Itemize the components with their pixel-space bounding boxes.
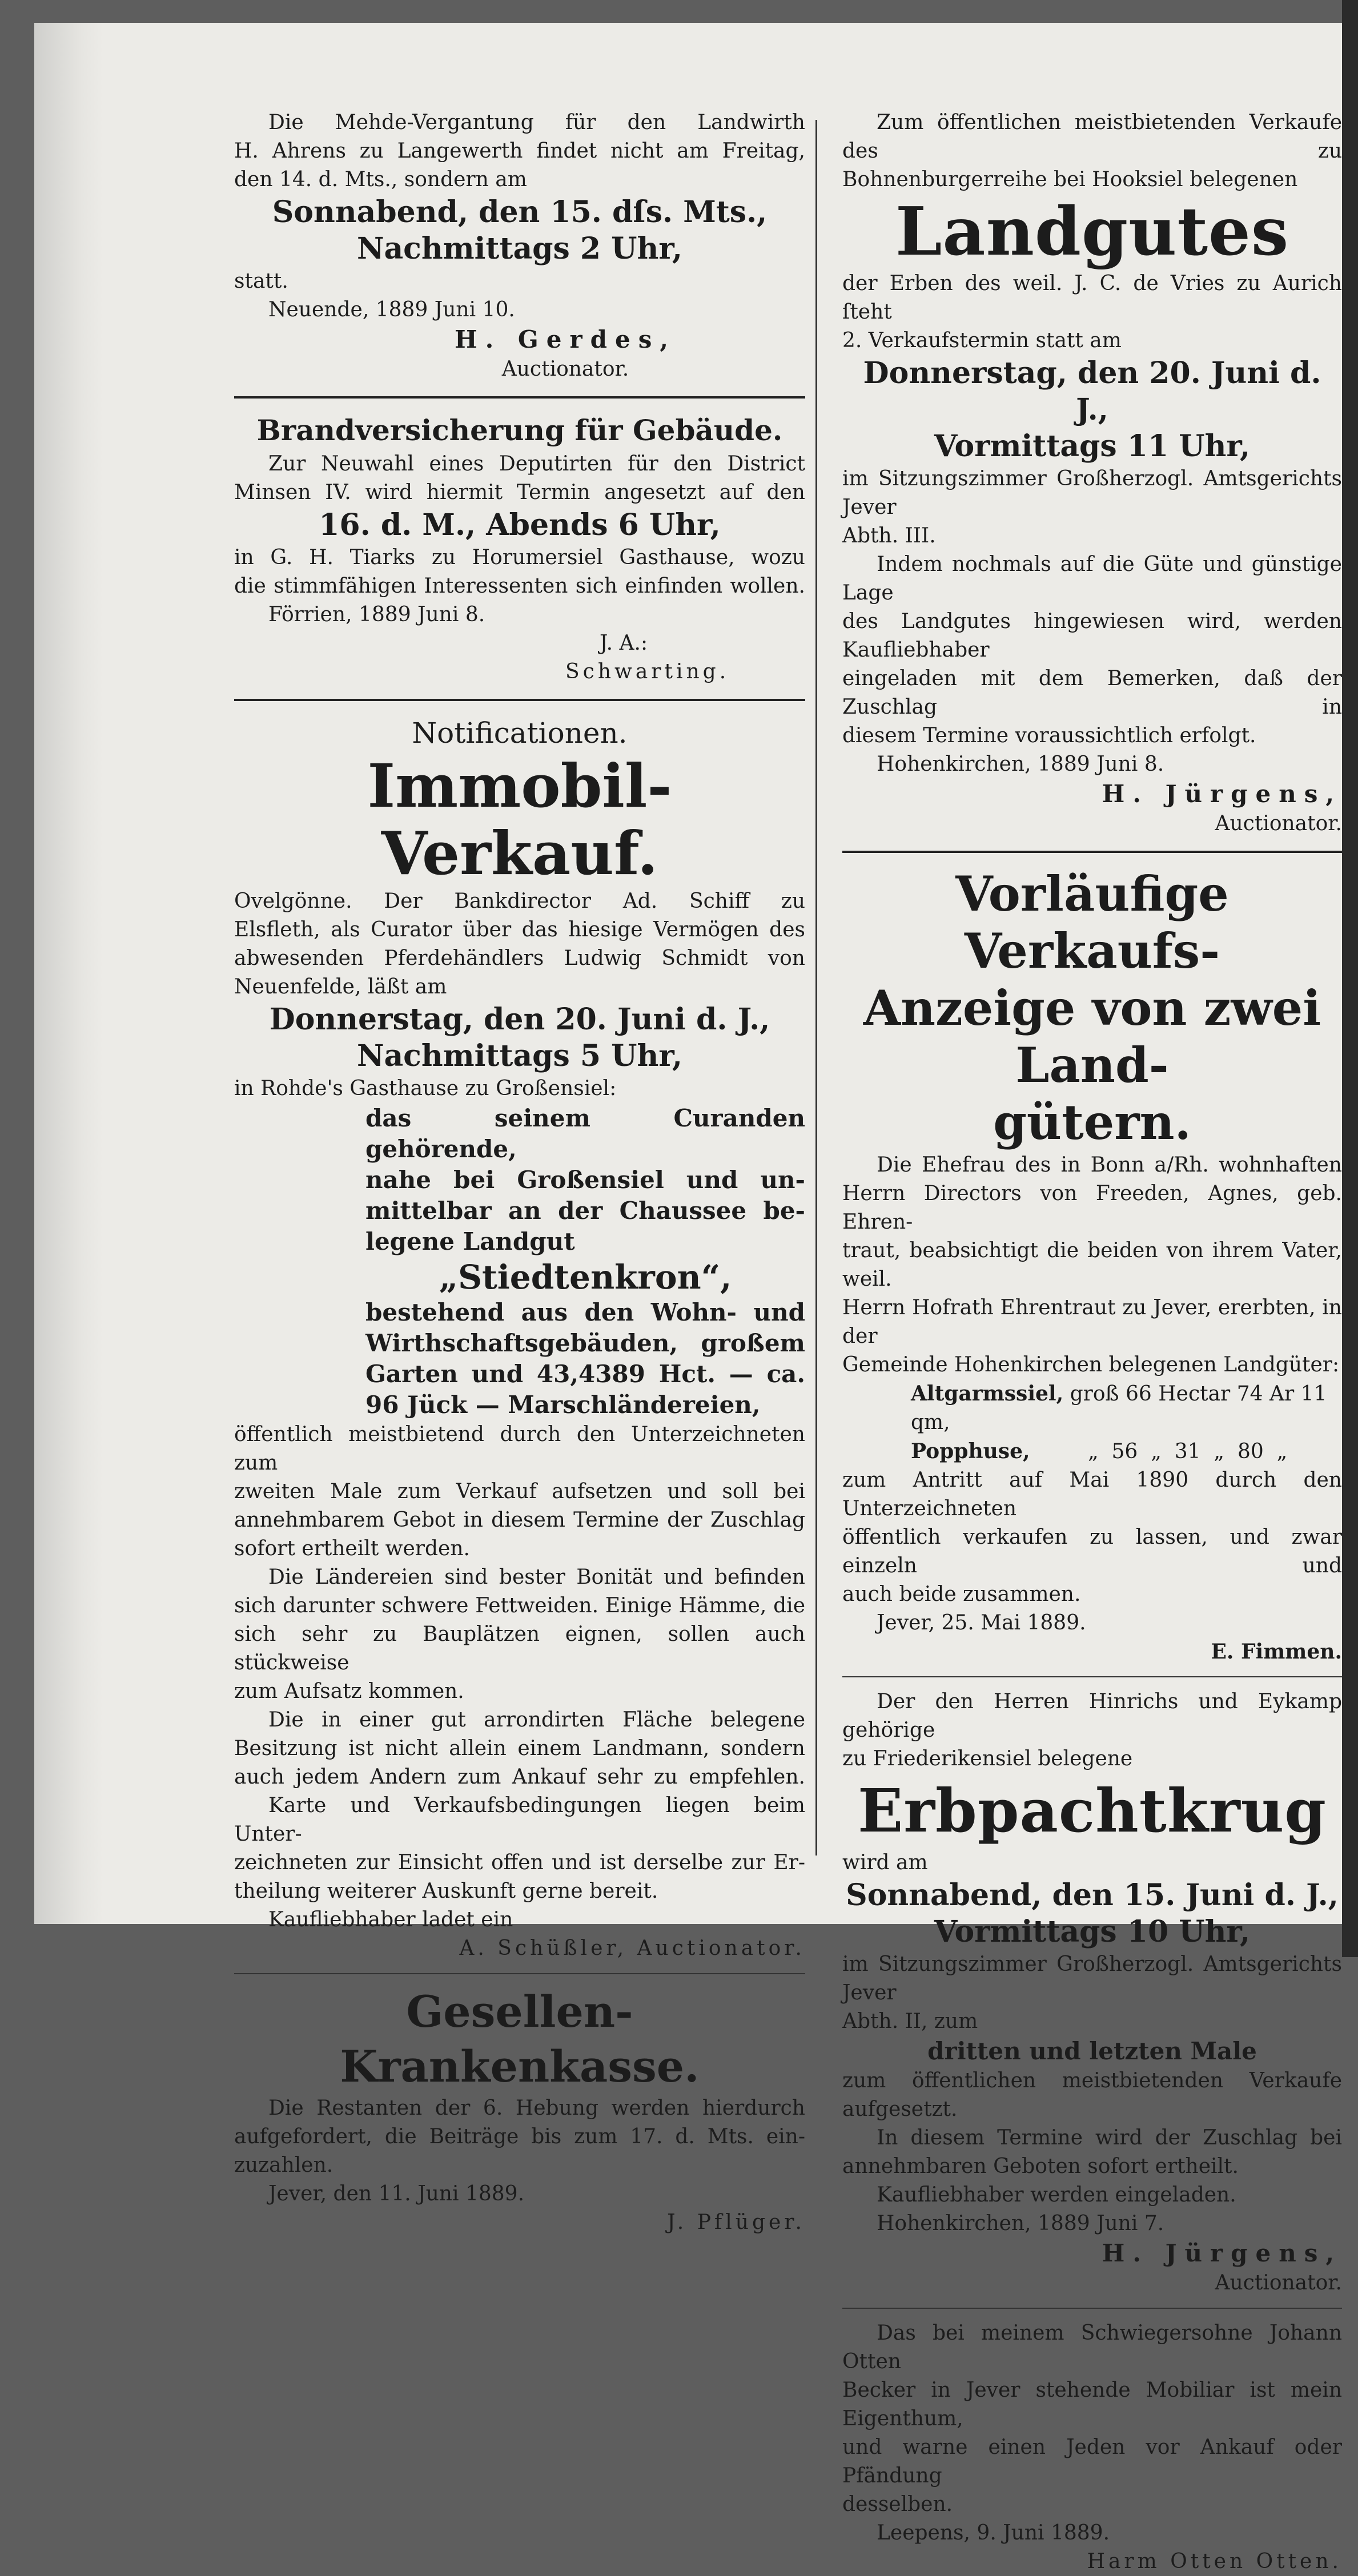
text-line: annehmbaren Geboten sofort ertheilt. bbox=[842, 2155, 1239, 2178]
text-line: zum Antritt auf Mai 1890 durch den Unterzeichneten bbox=[842, 1468, 1342, 1520]
ad-mehde-vergantung bbox=[234, 108, 805, 384]
bold-line: legene Landgut bbox=[365, 1227, 575, 1255]
text-line: abwesenden Pferdehändlers Ludwig Schmidt von bbox=[234, 947, 805, 970]
place-date: Hohenkirchen, 1889 Juni 8. bbox=[877, 752, 1164, 776]
ad-immobil-verkauf bbox=[234, 714, 805, 1963]
text-line: zweiten Male zum Verkauf aufsetzen und soll bei bbox=[234, 1480, 805, 1503]
section-divider bbox=[842, 851, 1342, 853]
text-line: die stimmfähigen Interessenten sich einfinden wollen. bbox=[234, 574, 805, 598]
text-line: desselben. bbox=[842, 2493, 953, 2516]
text-line: Abth. II, zum bbox=[842, 2010, 978, 2033]
bold-line: 96 Jück — Marschländereien, bbox=[365, 1391, 761, 1419]
auction-time: Vormittags 10 Uhr, bbox=[934, 1914, 1251, 1949]
auction-date: Donnerstag, den 20. Juni d. J., bbox=[863, 356, 1321, 427]
text-line: traut, beabsichtigt die beiden von ihrem Vater, weil. bbox=[842, 1239, 1342, 1291]
section-divider bbox=[842, 2308, 1342, 2309]
column-divider bbox=[815, 120, 817, 1855]
text-line: Besitzung ist nicht allein einem Landmann, sondern bbox=[234, 1737, 805, 1760]
ad-landgutes bbox=[842, 108, 1342, 838]
text-line: Herrn Directors von Freeden, Agnes, geb. Ehren- bbox=[842, 1182, 1342, 1234]
text-line: Abth. III. bbox=[842, 524, 936, 548]
ad-title: gütern. bbox=[993, 1094, 1191, 1150]
text-line: aufgefordert, die Beiträge bis zum 17. d. Mts. ein- bbox=[234, 2125, 805, 2148]
estate-entry bbox=[842, 1379, 1342, 1437]
bold-line: Garten und 43,4389 Hct. — ca. bbox=[365, 1360, 805, 1388]
text-line: Indem nochmals auf die Güte und günstige Lage bbox=[842, 553, 1342, 605]
text-line: Becker in Jever stehende Mobiliar ist mein Eigenthum, bbox=[842, 2378, 1342, 2430]
auction-time: Nachmittags 2 Uhr, bbox=[356, 231, 683, 266]
bold-line: Wirthschaftsgebäuden, großem bbox=[365, 1329, 805, 1357]
ad-title: Immobil-Verkauf. bbox=[367, 751, 672, 888]
text-line: auch jedem Andern zum Ankauf sehr zu empfehlen. bbox=[234, 1765, 805, 1789]
text-line: Herrn Hofrath Ehrentraut zu Jever, ererbten, in der bbox=[842, 1296, 1342, 1348]
text-line: der Erben des weil. J. C. de Vries zu Aurich ſteht bbox=[842, 272, 1342, 324]
place-date: Neuende, 1889 Juni 10. bbox=[268, 298, 515, 321]
ad-title: Erbpachtkrug bbox=[857, 1776, 1327, 1846]
text-line: Gemeinde Hohenkirchen belegenen Landgüter: bbox=[842, 1353, 1340, 1376]
text-line: zum Aufsatz kommen. bbox=[234, 1680, 464, 1703]
ad-brandversicherung bbox=[234, 411, 805, 686]
place-date: Jever, den 11. Juni 1889. bbox=[268, 2182, 525, 2205]
ad-vorlaeufige-verkaufsanzeige bbox=[842, 866, 1342, 1666]
ad-title: Vorläufige Verkaufs- bbox=[955, 866, 1229, 979]
text-line: statt. bbox=[234, 269, 288, 293]
bold-line: mittelbar an der Chaussee be- bbox=[365, 1197, 805, 1225]
text-line: eingeladen mit dem Bemerken, daß der Zuschlag in bbox=[842, 667, 1342, 719]
estate-name: Altgarmssiel, bbox=[911, 1382, 1064, 1406]
estate-name: „Stiedtenkron“, bbox=[439, 1258, 732, 1297]
auction-time: Vormittags 11 Uhr, bbox=[934, 429, 1251, 464]
text-line: Kaufliebhaber werden eingeladen. bbox=[877, 2183, 1236, 2207]
signer: Harm Otten Otten. bbox=[1087, 2550, 1342, 2573]
text-line: des Landgutes hingewiesen wird, werden Kaufliebhaber bbox=[842, 610, 1342, 662]
bold-line: nahe bei Großensiel und un- bbox=[365, 1166, 805, 1194]
text-line: im Sitzungszimmer Großherzogl. Amtsgerichts Jever bbox=[842, 467, 1342, 519]
auction-date: Donnerstag, den 20. Juni d. J., bbox=[269, 1002, 770, 1037]
text-line: Die in einer gut arrondirten Fläche belegene bbox=[268, 1708, 805, 1732]
text-line: Neuenfelde, läßt am bbox=[234, 975, 447, 999]
text-line: sofort ertheilt werden. bbox=[234, 1537, 470, 1560]
text-line: Kaufliebhaber ladet ein bbox=[268, 1908, 513, 1931]
text-line: In diesem Termine wird der Zuschlag bei bbox=[877, 2126, 1342, 2150]
auction-time: Nachmittags 5 Uhr, bbox=[356, 1039, 683, 1073]
text-line: Minsen IV. wird hiermit Termin angesetzt auf den bbox=[234, 481, 805, 504]
text-line: Die Mehde-Vergantung für den Landwirth bbox=[268, 111, 805, 134]
text-line: im Sitzungszimmer Großherzogl. Amtsgerichts Jever bbox=[842, 1953, 1342, 2005]
ad-title: Gesellen-Krankenkasse. bbox=[340, 1986, 700, 2092]
estate-entry bbox=[842, 1437, 1342, 1466]
text-line: Ovelgönne. Der Bankdirector Ad. Schiff zu bbox=[234, 889, 805, 913]
signer-role: Auctionator. bbox=[1215, 2271, 1342, 2295]
ad-heading: Brandversicherung für Gebäude. bbox=[256, 413, 783, 447]
text-line: wird am bbox=[842, 1851, 928, 1874]
text-line: Die Restanten der 6. Hebung werden hierdurch bbox=[268, 2096, 805, 2120]
text-line: zuzahlen. bbox=[234, 2154, 334, 2177]
section-divider bbox=[842, 1676, 1342, 1677]
signer: H. Jürgens, bbox=[1102, 780, 1342, 808]
text-line: öffentlich verkaufen zu lassen, und zwar einzeln und bbox=[842, 1526, 1342, 1577]
text-line: zu Friederikensiel belegene bbox=[842, 1747, 1133, 1770]
text-line: in G. H. Tiarks zu Horumersiel Gasthause, wozu bbox=[234, 546, 805, 569]
text-line: sich darunter schwere Fettweiden. Einige Hämme, die bbox=[234, 1594, 805, 1617]
signer: A. Schüßler, Auctionator. bbox=[459, 1937, 805, 1960]
signer: H. Gerdes, bbox=[454, 325, 676, 353]
auction-date: Sonnabend, den 15. Juni d. J., bbox=[846, 1878, 1339, 1913]
signer: Schwarting. bbox=[565, 660, 730, 683]
text-line: zum öffentlichen meistbietenden Verkaufe aufgesetzt. bbox=[842, 2069, 1342, 2121]
signer: H. Jürgens, bbox=[1102, 2239, 1342, 2267]
left-column bbox=[234, 108, 805, 2237]
section-divider bbox=[234, 396, 805, 399]
estate-name: Popphuse, bbox=[911, 1439, 1030, 1463]
text-line: Elsfleth, als Curator über das hiesige Vermögen des bbox=[234, 918, 805, 941]
text-line: Zur Neuwahl eines Deputirten für den District bbox=[268, 452, 805, 476]
ad-gesellen-krankenkasse bbox=[234, 1985, 805, 2237]
text-line: diesem Termine voraussichtlich erfolgt. bbox=[842, 724, 1256, 747]
text-line: Die Ländereien sind bester Bonität und befinden bbox=[268, 1565, 805, 1589]
text-line: Karte und Verkaufsbedingungen liegen beim Unter- bbox=[234, 1794, 805, 1846]
ad-title: Anzeige von zwei Land- bbox=[863, 980, 1321, 1093]
adjacent-page-edge bbox=[1342, 0, 1358, 1957]
ad-title: Landgutes bbox=[895, 193, 1289, 271]
text-line: H. Ahrens zu Langewerth findet nicht am Freitag, bbox=[234, 139, 805, 163]
text-line: öffentlich meistbietend durch den Unterzeichneten zum bbox=[234, 1423, 805, 1475]
signer-role: Auctionator. bbox=[501, 357, 629, 381]
section-divider bbox=[234, 699, 805, 701]
section-divider bbox=[234, 1973, 805, 1974]
text-line: 2. Verkaufstermin statt am bbox=[842, 329, 1122, 352]
text-line: auch beide zusammen. bbox=[842, 1583, 1081, 1606]
signer: E. Fimmen. bbox=[1211, 1640, 1342, 1664]
place-date: Leepens, 9. Juni 1889. bbox=[877, 2521, 1110, 2545]
right-column bbox=[842, 108, 1342, 2576]
text-line: Der den Herren Hinrichs und Eykamp gehörige bbox=[842, 1690, 1342, 1742]
auction-date: Sonnabend, den 15. dſs. Mts., bbox=[272, 195, 768, 230]
bold-line: dritten und letzten Male bbox=[927, 2037, 1257, 2065]
text-line: den 14. d. Mts., sondern am bbox=[234, 168, 527, 191]
text-line: theilung weiterer Auskunft gerne bereit. bbox=[234, 1879, 658, 1903]
text-line: Das bei meinem Schwiegersohne Johann Otten bbox=[842, 2321, 1342, 2373]
estate-size: groß 66 Hectar 74 Ar 11 qm, bbox=[911, 1382, 1327, 1434]
estate-size: „ 56 „ 31 „ 80 „ bbox=[1087, 1440, 1288, 1463]
text-line: in Rohde's Gasthause zu Großensiel: bbox=[234, 1077, 617, 1100]
meeting-date: 16. d. M., Abends 6 Uhr, bbox=[319, 508, 721, 542]
text-line: Zum öffentlichen meistbietenden Verkaufe des zu bbox=[842, 111, 1342, 163]
signer: J. Pflüger. bbox=[667, 2211, 805, 2234]
place-date: Jever, 25. Mai 1889. bbox=[877, 1611, 1086, 1635]
place-date: Förrien, 1889 Juni 8. bbox=[268, 603, 485, 626]
text-line: annehmbarem Gebot in diesem Termine der Zuschlag bbox=[234, 1508, 805, 1532]
text-line: sich sehr zu Bauplätzen eignen, sollen auch stückweise bbox=[234, 1623, 805, 1675]
bold-line: das seinem Curanden gehörende, bbox=[365, 1104, 805, 1163]
ad-mobiliar-warnung bbox=[842, 2319, 1342, 2576]
place-date: Hohenkirchen, 1889 Juni 7. bbox=[877, 2212, 1164, 2235]
text-line: Bohnenburgerreihe bei Hooksiel belegenen bbox=[842, 168, 1298, 191]
text-line: Die Ehefrau des in Bonn a/Rh. wohnhaften bbox=[877, 1153, 1342, 1177]
text-line: und warne einen Jeden vor Ankauf oder Pfändung bbox=[842, 2436, 1342, 2488]
section-heading: Notificationen. bbox=[412, 717, 628, 750]
ad-erbpachtkrug bbox=[842, 1688, 1342, 2297]
text-line: zeichneten zur Einsicht offen und ist derselbe zur Er- bbox=[234, 1851, 805, 1874]
signer-role: Auctionator. bbox=[1215, 812, 1342, 835]
text-line: J. A.: bbox=[600, 631, 648, 655]
bold-line: bestehend aus den Wohn- und bbox=[365, 1298, 805, 1326]
page-binding-edge bbox=[34, 23, 103, 1924]
